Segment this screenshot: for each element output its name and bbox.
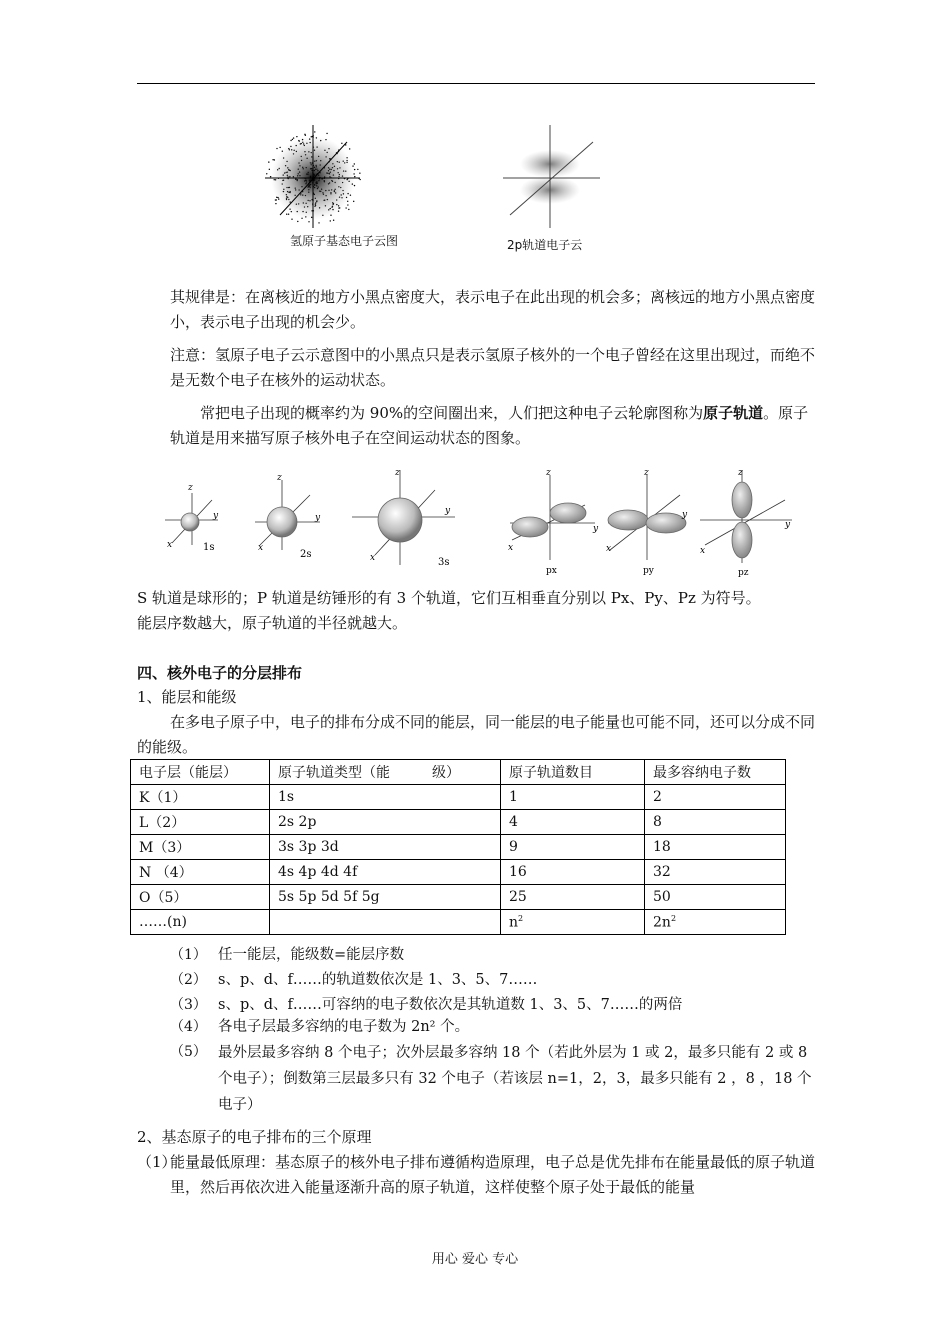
table-row: ……(n) $n^2$ $2n^2$ <box>131 910 786 935</box>
pz-label: pz <box>738 568 749 578</box>
2s-label: 2s <box>300 549 312 560</box>
subheading-principles: 2、基态原子的电子排布的三个原理 <box>137 1128 372 1146</box>
pz-axis-x: x <box>700 546 706 556</box>
py-axis-x: x <box>606 544 612 554</box>
pz-axis-y: y <box>785 520 791 530</box>
px-axis-y: y <box>593 524 599 534</box>
header-rule <box>137 83 815 84</box>
py-orbital <box>608 475 686 560</box>
table-row: O（5） 5s 5p 5d 5f 5g 25 50 <box>131 885 786 910</box>
py-axis-y: y <box>682 510 688 520</box>
px-axis-z: z <box>546 468 551 478</box>
py-axis-z: z <box>644 468 649 478</box>
1s-orbital <box>165 493 218 545</box>
hydrogen-electron-cloud-figure <box>255 120 365 250</box>
orbital-shapes-figure <box>160 465 800 580</box>
2s-orbital <box>255 480 320 550</box>
hydrogen-cloud-caption: 氢原子基态电子云图 <box>290 234 399 248</box>
2p-electron-cloud-figure <box>495 120 605 230</box>
principle-number: （1） <box>137 1153 177 1171</box>
table-row: N （4） 4s 4p 4d 4f 16 32 <box>131 860 786 885</box>
point-number: （3） <box>170 997 207 1013</box>
py-label: py <box>643 566 654 576</box>
sp-line-2: 能层序数越大，原子轨道的半径就越大。 <box>137 614 408 632</box>
section-4-heading: 四、核外电子的分层排布 <box>137 664 303 682</box>
2s-axis-y: y <box>315 513 321 523</box>
rule-paragraph: 其规律是：在离核近的地方小黑点密度大，表示电子在此出现的机会多；离核远的地方小黑点密度小，表示电子出现的机会少。 <box>170 288 816 331</box>
point-text: 最外层最多容纳 8 个电子；次外层最多容纳 18 个（若此外层为 1 或 2，最多只能有 2 或 8 个电子）；倒数第三层最多只有 32 个电子（若该层 n=1，2，3，最多只能有 2 ，8 ，18 个电子） <box>218 1045 812 1113</box>
3s-orbital <box>352 470 455 565</box>
page-footer: 用心 爱心 专心 <box>431 1252 519 1267</box>
pz-orbital <box>700 470 792 563</box>
table-header: 电子层（能层） <box>131 760 270 785</box>
px-orbital <box>510 475 595 560</box>
1s-axis-z: z <box>188 483 193 493</box>
point-number: （4） <box>170 1019 207 1035</box>
energy-level-table <box>130 759 786 935</box>
point-number: （5） <box>170 1044 207 1060</box>
table-header-row <box>131 760 786 785</box>
energy-intro: 在多电子原子中，电子的排布分成不同的能层，同一能层的电子能量也可能不同，还可以分成不同的能级。 <box>137 713 816 756</box>
table-row: L（2） 2s 2p 4 8 <box>131 810 786 835</box>
1s-label: 1s <box>203 542 215 553</box>
1s-axis-x: x <box>167 540 173 550</box>
3s-axis-y: y <box>445 506 451 516</box>
sp-line-1: S 轨道是球形的；P 轨道是纺锤形的有 3 个轨道，它们互相垂直分别以 Px、Py、Pz 为符号。 <box>137 589 761 607</box>
2s-axis-z: z <box>277 473 282 483</box>
3s-label: 3s <box>438 557 450 568</box>
2s-axis-x: x <box>258 543 264 553</box>
table-row: M（3） 3s 3p 3d 9 18 <box>131 835 786 860</box>
point-number: （1） <box>170 947 207 963</box>
point-text: s、p、d、f……的轨道数依次是 1、3、5、7…… <box>218 972 538 988</box>
table-header: 最多容纳电子数 <box>645 760 786 785</box>
table-header: 原子轨道数目 <box>501 760 645 785</box>
principle-1-text: 能量最低原理：基态原子的核外电子排布遵循构造原理，电子总是优先排布在能量最低的原子轨道里，然后再依次进入能量逐渐升高的原子轨道，这样使整个原子处于最低的能量 <box>170 1153 816 1196</box>
note-paragraph: 注意：氢原子电子云示意图中的小黑点只是表示氢原子核外的一个电子曾经在这里出现过，而绝不是无数个电子在核外的运动状态。 <box>170 346 816 389</box>
pz-axis-z: z <box>738 468 743 478</box>
3s-axis-z: z <box>395 468 400 478</box>
px-label: px <box>546 566 557 576</box>
2p-cloud-caption: 2p轨道电子云 <box>507 238 583 252</box>
subheading-energy-levels: 1、能层和能级 <box>137 688 237 706</box>
table-header: 原子轨道类型（能 级） <box>270 760 501 785</box>
point-text: s、p、d、f……可容纳的电子数依次是其轨道数 1、3、5、7……的两倍 <box>218 997 683 1013</box>
table-row: K（1） 1s 1 2 <box>131 785 786 810</box>
point-text: 任一能层，能级数=能层序数 <box>218 947 405 963</box>
orbital-paragraph: 常把电子出现的概率约为 90%的空间圈出来，人们把这种电子云轮廓图称为原子轨道。原子轨道是用来描写原子核外电子在空间运动状态的图象。 <box>170 404 809 447</box>
3s-axis-x: x <box>370 553 376 563</box>
1s-axis-y: y <box>213 511 219 521</box>
px-axis-x: x <box>508 543 514 553</box>
point-text: 各电子层最多容纳的电子数为 2n² 个。 <box>218 1019 470 1035</box>
point-number: （2） <box>170 972 207 988</box>
orbital-term: 原子轨道 <box>703 404 764 422</box>
